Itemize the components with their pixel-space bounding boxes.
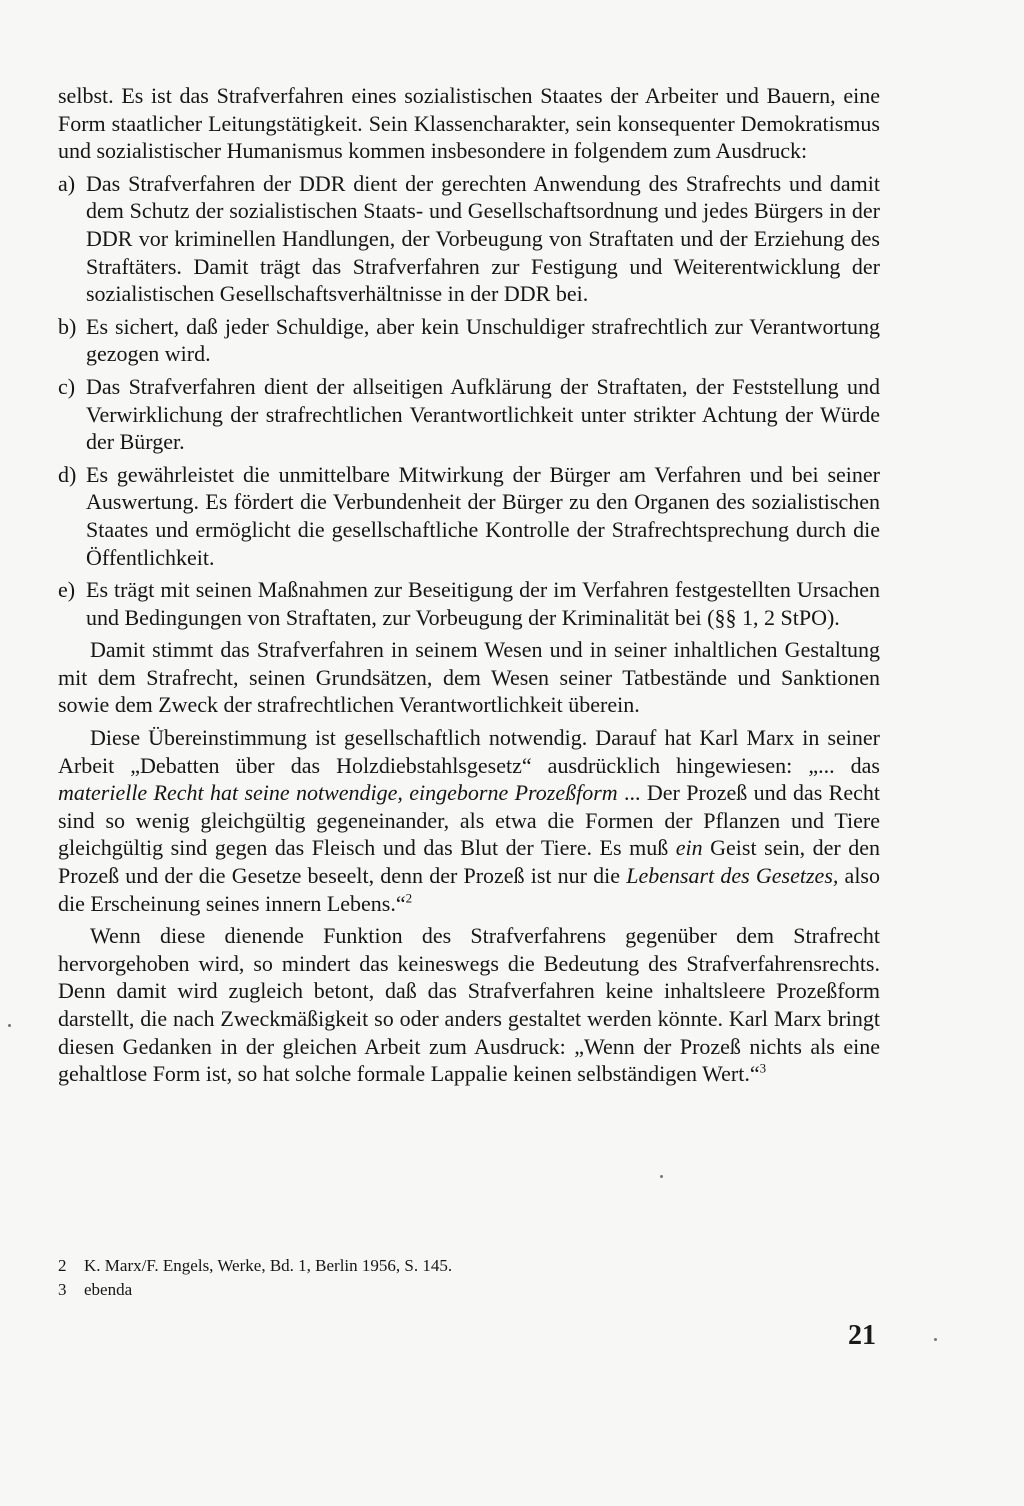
list-item xyxy=(58,313,880,368)
list-item-text: Das Strafverfahren der DDR dient der gerechten Anwendung des Strafrechts und damit dem Schutz der sozialistischen Staats- und Gesellschaftsordnung und jedes Bürgers in der DDR vor kriminellen Handlungen, der Vorbeugung von Straftaten und der Erziehung des Straftäters. Damit trägt das Strafverfahren zur Festigung und Weiterentwicklung der sozialistischen Gesellschaftsverhältnisse in der DDR bei. xyxy=(86,170,880,307)
footnote xyxy=(58,1254,758,1278)
list-marker: a) xyxy=(58,170,76,196)
list-marker: d) xyxy=(58,461,77,487)
list-item xyxy=(58,461,880,571)
quote-text: ... Der Prozeß und das Recht sind so wenig gleichgültig gegeneinander, als etwa die Formen der Pflanzen und Tiere gleichgültig sind gegen das Fleisch und das Blut der Tiere. Es muß xyxy=(58,780,880,861)
scan-speck xyxy=(8,1024,11,1027)
quote-emphasis: materielle Recht hat seine notwendige, eingeborne Prozeßform xyxy=(58,780,618,806)
footnote-number: 2 xyxy=(58,1256,67,1275)
list-item-text: Es sichert, daß jeder Schuldige, aber kein Unschuldiger strafrechtlich zur Verantwortung gezogen wird. xyxy=(86,313,880,367)
list-item-text: Das Strafverfahren dient der allseitigen Aufklärung der Straftaten, der Feststellung und Verwirklichung der strafrechtlichen Verantwortlichkeit unter strikter Achtung der Würde der Bürger. xyxy=(86,373,880,455)
list-item-text: Es trägt mit seinen Maßnahmen zur Beseitigung der im Verfahren festgestellten Ursachen und Bedingungen von Straftaten, zur Vorbeugung der Kriminalität bei (§§ 1, 2 StPO). xyxy=(86,577,880,630)
footnotes xyxy=(58,1254,758,1302)
footnote-text: ebenda xyxy=(84,1280,133,1299)
opening-paragraph: selbst. Es ist das Strafverfahren eines sozialistischen Staates der Arbeiter und Bauern, eine Form staatlicher Leitungstätigkeit. Sein Klassencharakter, sein konsequenter Demokratismus und sozialistischer Humanismus kommen insbesondere in folgendem zum Ausdruck: xyxy=(58,83,880,164)
quote-emphasis: Lebensart des Gesetzes, xyxy=(626,863,839,889)
footnote-reference[interactable]: 3 xyxy=(759,1060,767,1076)
quote-text: Diese Übereinstimmung ist gesellschaftlich notwendig. Darauf hat Karl Marx in seiner Arbeit „Debatten über das Holzdiebstahlsgesetz“ ausdrücklich hingewiesen: „... das xyxy=(58,725,880,778)
quote-text: Geist sein, der den Prozeß und der die Gesetze beseelt, denn der Prozeß ist nur die xyxy=(58,835,880,889)
list-marker: e) xyxy=(58,577,76,603)
list-item xyxy=(58,576,880,631)
list-marker: b) xyxy=(58,313,77,339)
footnote-text: K. Marx/F. Engels, Werke, Bd. 1, Berlin 1956, S. 145. xyxy=(84,1256,453,1275)
scan-speck xyxy=(660,1175,663,1178)
quote-emphasis: ein xyxy=(675,835,703,861)
scan-speck xyxy=(934,1338,937,1341)
footnote-reference[interactable]: 2 xyxy=(405,890,413,906)
list-item xyxy=(58,170,880,308)
page-number: 21 xyxy=(848,1320,876,1351)
footnote-number: 3 xyxy=(58,1280,67,1299)
list-marker: c) xyxy=(58,373,76,399)
body-text xyxy=(58,82,880,1088)
paragraph-serving-function xyxy=(58,922,880,1088)
list-item xyxy=(58,373,880,456)
quote-text: also die Erscheinung seines innern Lebens.“ xyxy=(58,863,880,916)
footnote xyxy=(58,1278,758,1302)
paragraph-conformity: Damit stimmt das Strafverfahren in seinem Wesen und in seiner inhaltlichen Gestaltung mit dem Strafrecht, seinen Grundsätzen, dem Wesen seiner Tatbestände und Sanktionen sowie dem Zweck der strafrechtlichen Verantwortlichkeit überein. xyxy=(58,637,880,718)
paragraph-marx-quote xyxy=(58,724,880,917)
list-item-text: Es gewährleistet die unmittelbare Mitwirkung der Bürger am Verfahren und bei seiner Auswertung. Es fördert die Verbundenheit der Bürger zu den Organen des sozialistischen Staates und ermöglicht die gesellschaftliche Kontrolle der Strafrechtsprechung durch die Öffentlichkeit. xyxy=(86,461,880,570)
principles-list xyxy=(58,170,880,632)
paragraph-text: Wenn diese dienende Funktion des Strafverfahrens gegenüber dem Strafrecht hervorgehoben wird, so mindert das keineswegs die Bedeutung des Strafverfahrensrechts. Denn damit wird zugleich betont, daß das Strafverfahren keine inhaltsleere Prozeßform darstellt, die nach Zweckmäßigkeit so oder anders gestaltet werden könnte. Karl Marx bringt diesen Gedanken in der gleichen Arbeit zum Ausdruck: „Wenn der Prozeß nichts als eine gehaltlose Form ist, so hat solche formale Lappalie keinen selbständigen Wert.“ xyxy=(58,923,880,1087)
